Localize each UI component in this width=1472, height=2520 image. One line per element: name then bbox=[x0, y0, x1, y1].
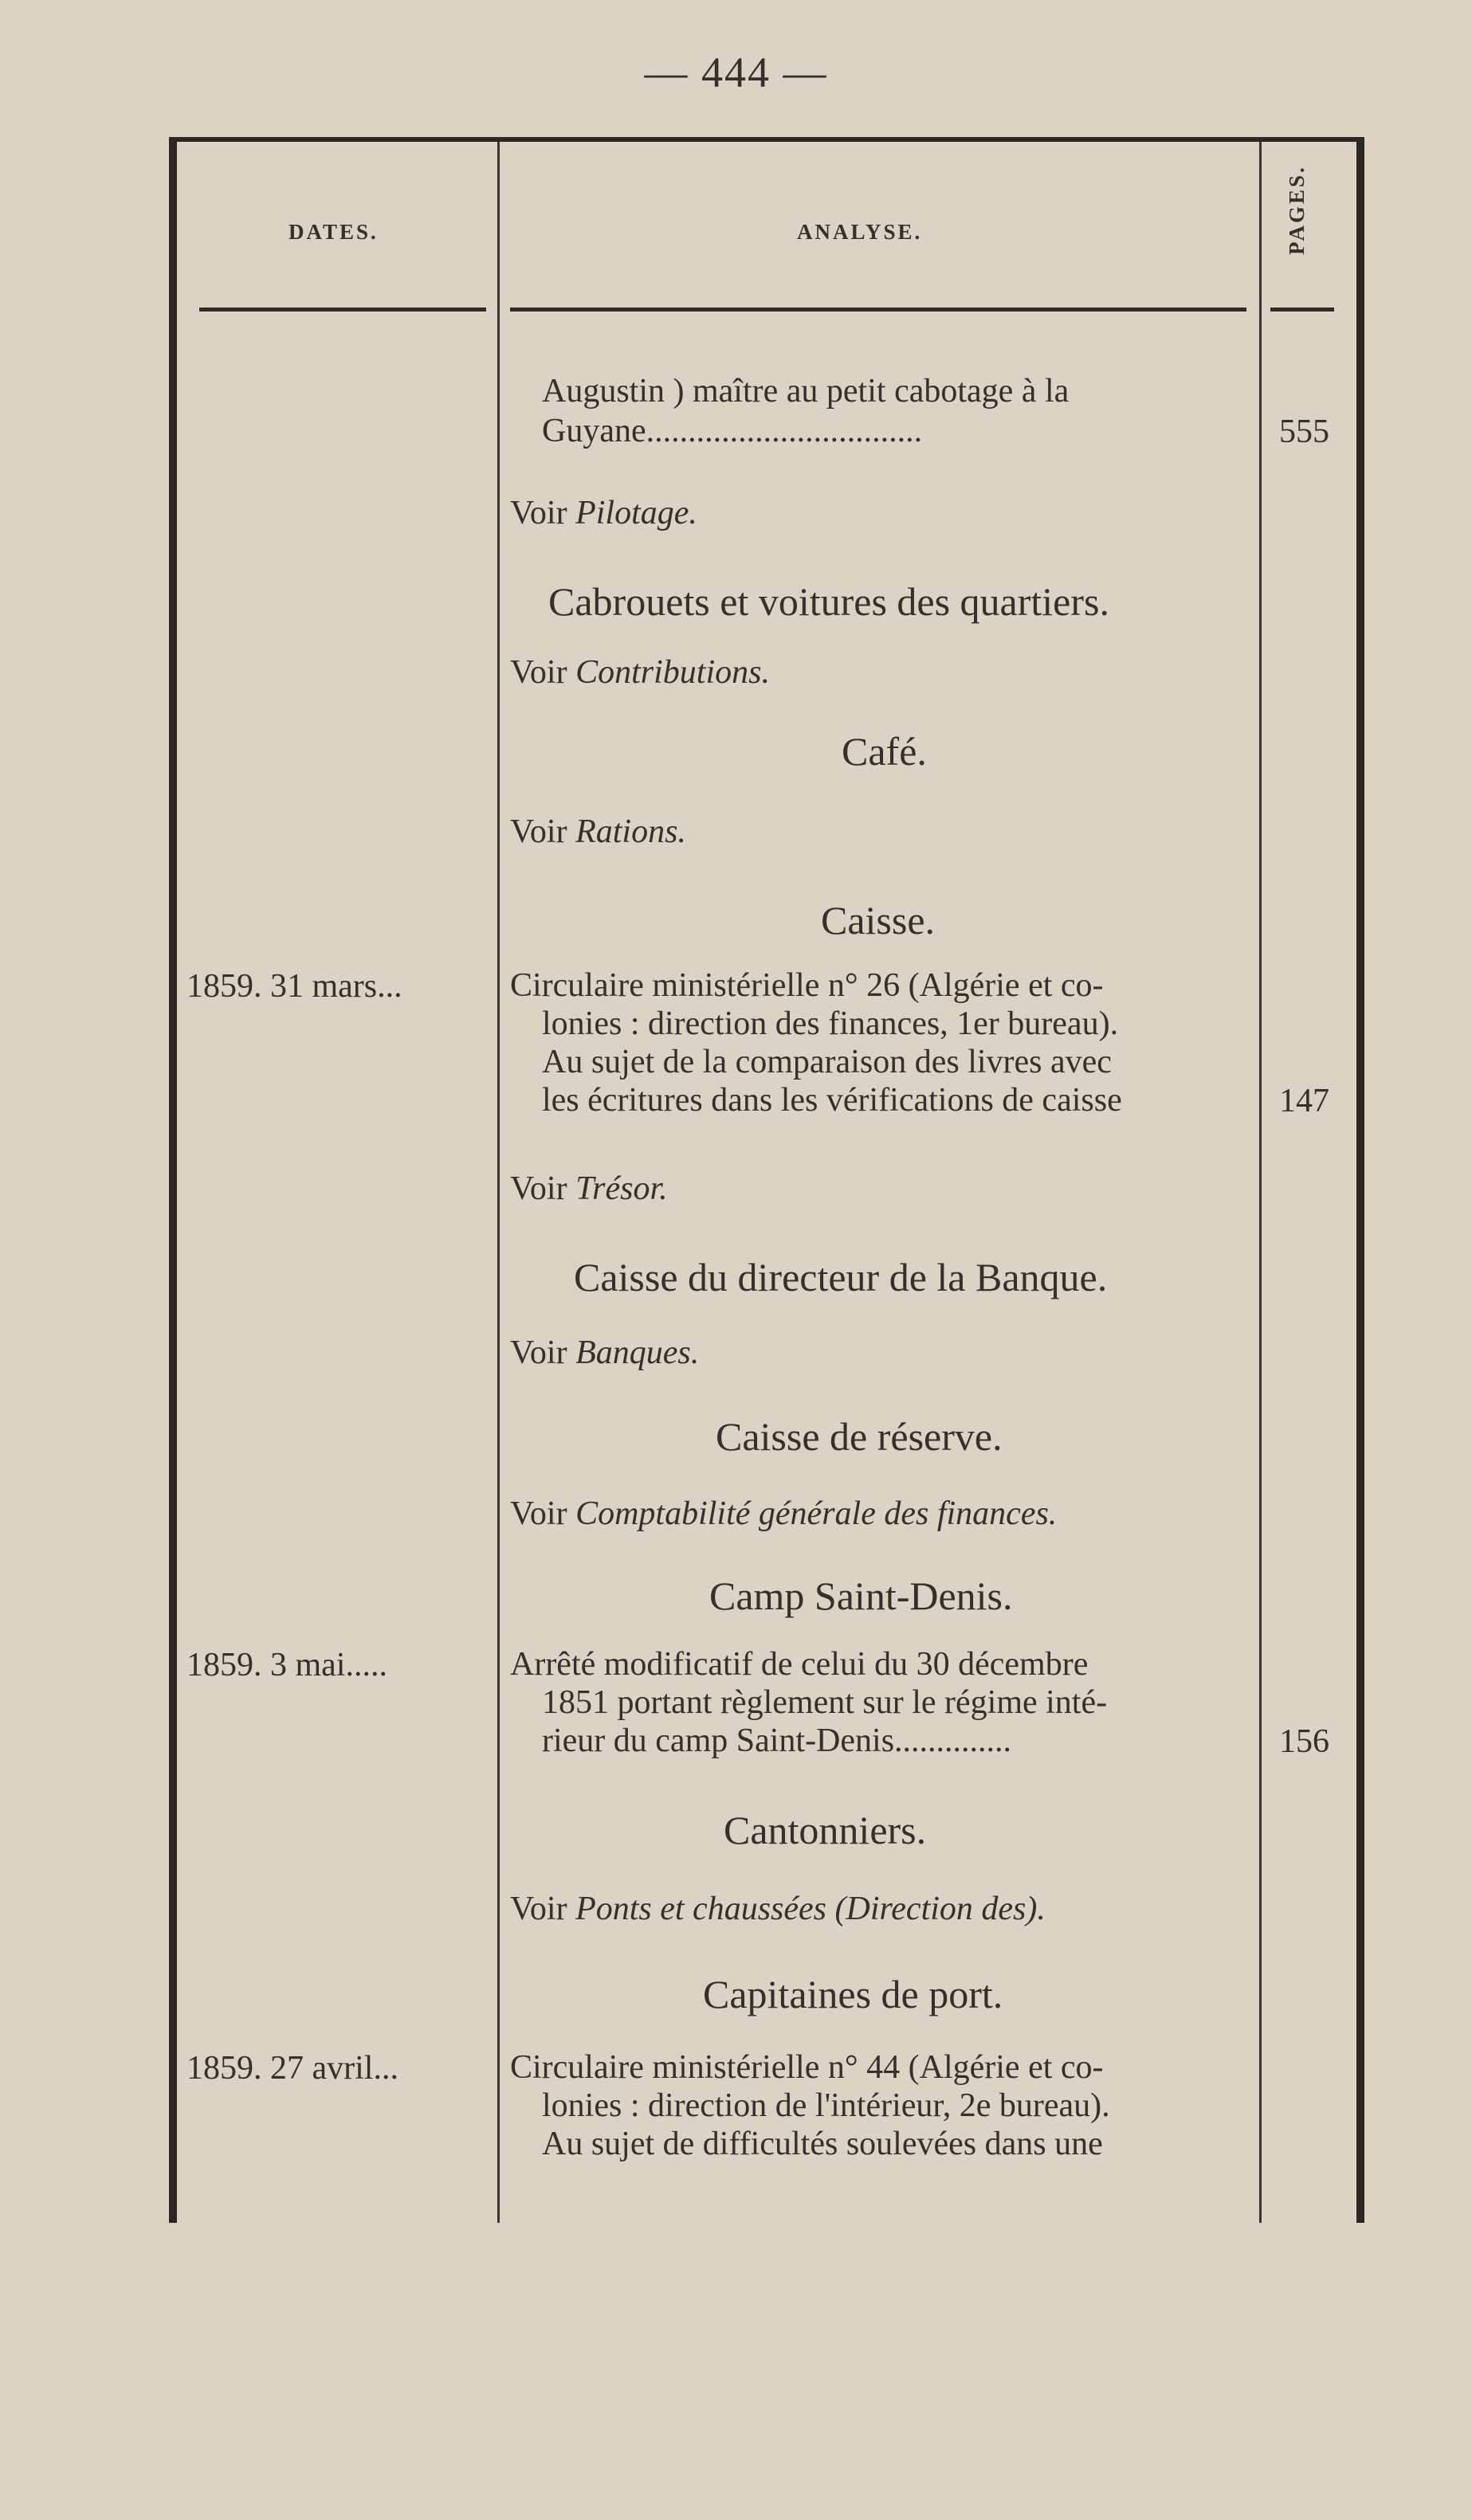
column-header-pages: PAGES. bbox=[1285, 165, 1309, 255]
header-rule-pages bbox=[1270, 308, 1334, 312]
section-heading: Cabrouets et voitures des quartiers. bbox=[548, 579, 1109, 624]
cross-reference-prefix: Voir bbox=[510, 1170, 576, 1207]
index-table bbox=[169, 137, 1364, 2223]
column-divider-dates bbox=[497, 142, 500, 2223]
cross-reference-target: Banques. bbox=[575, 1334, 700, 1371]
page-reference: 156 bbox=[1279, 1723, 1329, 1760]
page-reference: 555 bbox=[1279, 413, 1329, 450]
cross-reference-prefix: Voir bbox=[510, 1334, 576, 1371]
page-reference: 147 bbox=[1279, 1083, 1329, 1119]
cross-reference bbox=[510, 1170, 668, 1208]
entry-text-line: Au sujet de difficultés soulevées dans une bbox=[542, 2126, 1103, 2162]
section-heading: Cantonniers. bbox=[724, 1808, 927, 1852]
section-heading: Camp Saint-Denis. bbox=[709, 1574, 1013, 1618]
cross-reference-target: Comptabilité générale des finances. bbox=[575, 1495, 1058, 1532]
cross-reference-prefix: Voir bbox=[510, 813, 576, 850]
section-heading: Capitaines de port. bbox=[703, 1972, 1003, 2016]
entry-text-line: Guyane................................. bbox=[542, 413, 923, 449]
entry-text-line: lonies : direction des finances, 1er bureau). bbox=[542, 1005, 1119, 1042]
entry-text-line: lonies : direction de l'intérieur, 2e bureau). bbox=[542, 2087, 1110, 2124]
section-heading: Café. bbox=[842, 729, 927, 774]
page-number: — 444 — bbox=[644, 49, 828, 96]
entry-date: 1859. 3 mai..... bbox=[186, 1647, 387, 1683]
section-heading: Caisse du directeur de la Banque. bbox=[574, 1255, 1108, 1299]
entry-text-line: Augustin ) maître au petit cabotage à la bbox=[542, 373, 1070, 410]
cross-reference-prefix: Voir bbox=[510, 1495, 576, 1532]
entry-text-line: Arrêté modificatif de celui du 30 décembre bbox=[510, 1646, 1089, 1683]
section-heading: Caisse. bbox=[821, 898, 936, 943]
cross-reference-target: Trésor. bbox=[575, 1170, 668, 1207]
cross-reference-target: Contributions. bbox=[575, 654, 770, 691]
cross-reference-prefix: Voir bbox=[510, 654, 576, 691]
column-divider-pages bbox=[1259, 142, 1262, 2223]
entry-text-line: 1851 portant règlement sur le régime inté- bbox=[542, 1684, 1108, 1721]
column-header-analyse: ANALYSE. bbox=[797, 220, 923, 244]
entry-text-line: Au sujet de la comparaison des livres avec bbox=[542, 1044, 1112, 1080]
cross-reference-target: Rations. bbox=[575, 813, 686, 850]
entry-date: 1859. 27 avril... bbox=[186, 2050, 398, 2087]
header-rule-analyse bbox=[510, 308, 1246, 312]
cross-reference bbox=[510, 1334, 699, 1372]
cross-reference bbox=[510, 653, 770, 692]
column-header-dates: DATES. bbox=[289, 220, 379, 244]
entry-text-line: Circulaire ministérielle n° 44 (Algérie et co- bbox=[510, 2049, 1104, 2086]
cross-reference-target: Ponts et chaussées (Direction des). bbox=[575, 1891, 1046, 1927]
cross-reference bbox=[510, 1890, 1046, 1928]
cross-reference bbox=[510, 813, 686, 851]
cross-reference bbox=[510, 494, 697, 532]
entry-text-line: rieur du camp Saint-Denis.............. bbox=[542, 1722, 1012, 1759]
section-heading: Caisse de réserve. bbox=[716, 1414, 1003, 1459]
cross-reference-target: Pilotage. bbox=[575, 495, 697, 531]
cross-reference bbox=[510, 1495, 1057, 1533]
entry-text-line: Circulaire ministérielle n° 26 (Algérie et co- bbox=[510, 967, 1104, 1004]
header-rule-dates bbox=[199, 308, 486, 312]
cross-reference-prefix: Voir bbox=[510, 1891, 576, 1927]
cross-reference-prefix: Voir bbox=[510, 495, 576, 531]
entry-date: 1859. 31 mars... bbox=[186, 968, 402, 1005]
entry-text-line: les écritures dans les vérifications de caisse bbox=[542, 1082, 1122, 1119]
